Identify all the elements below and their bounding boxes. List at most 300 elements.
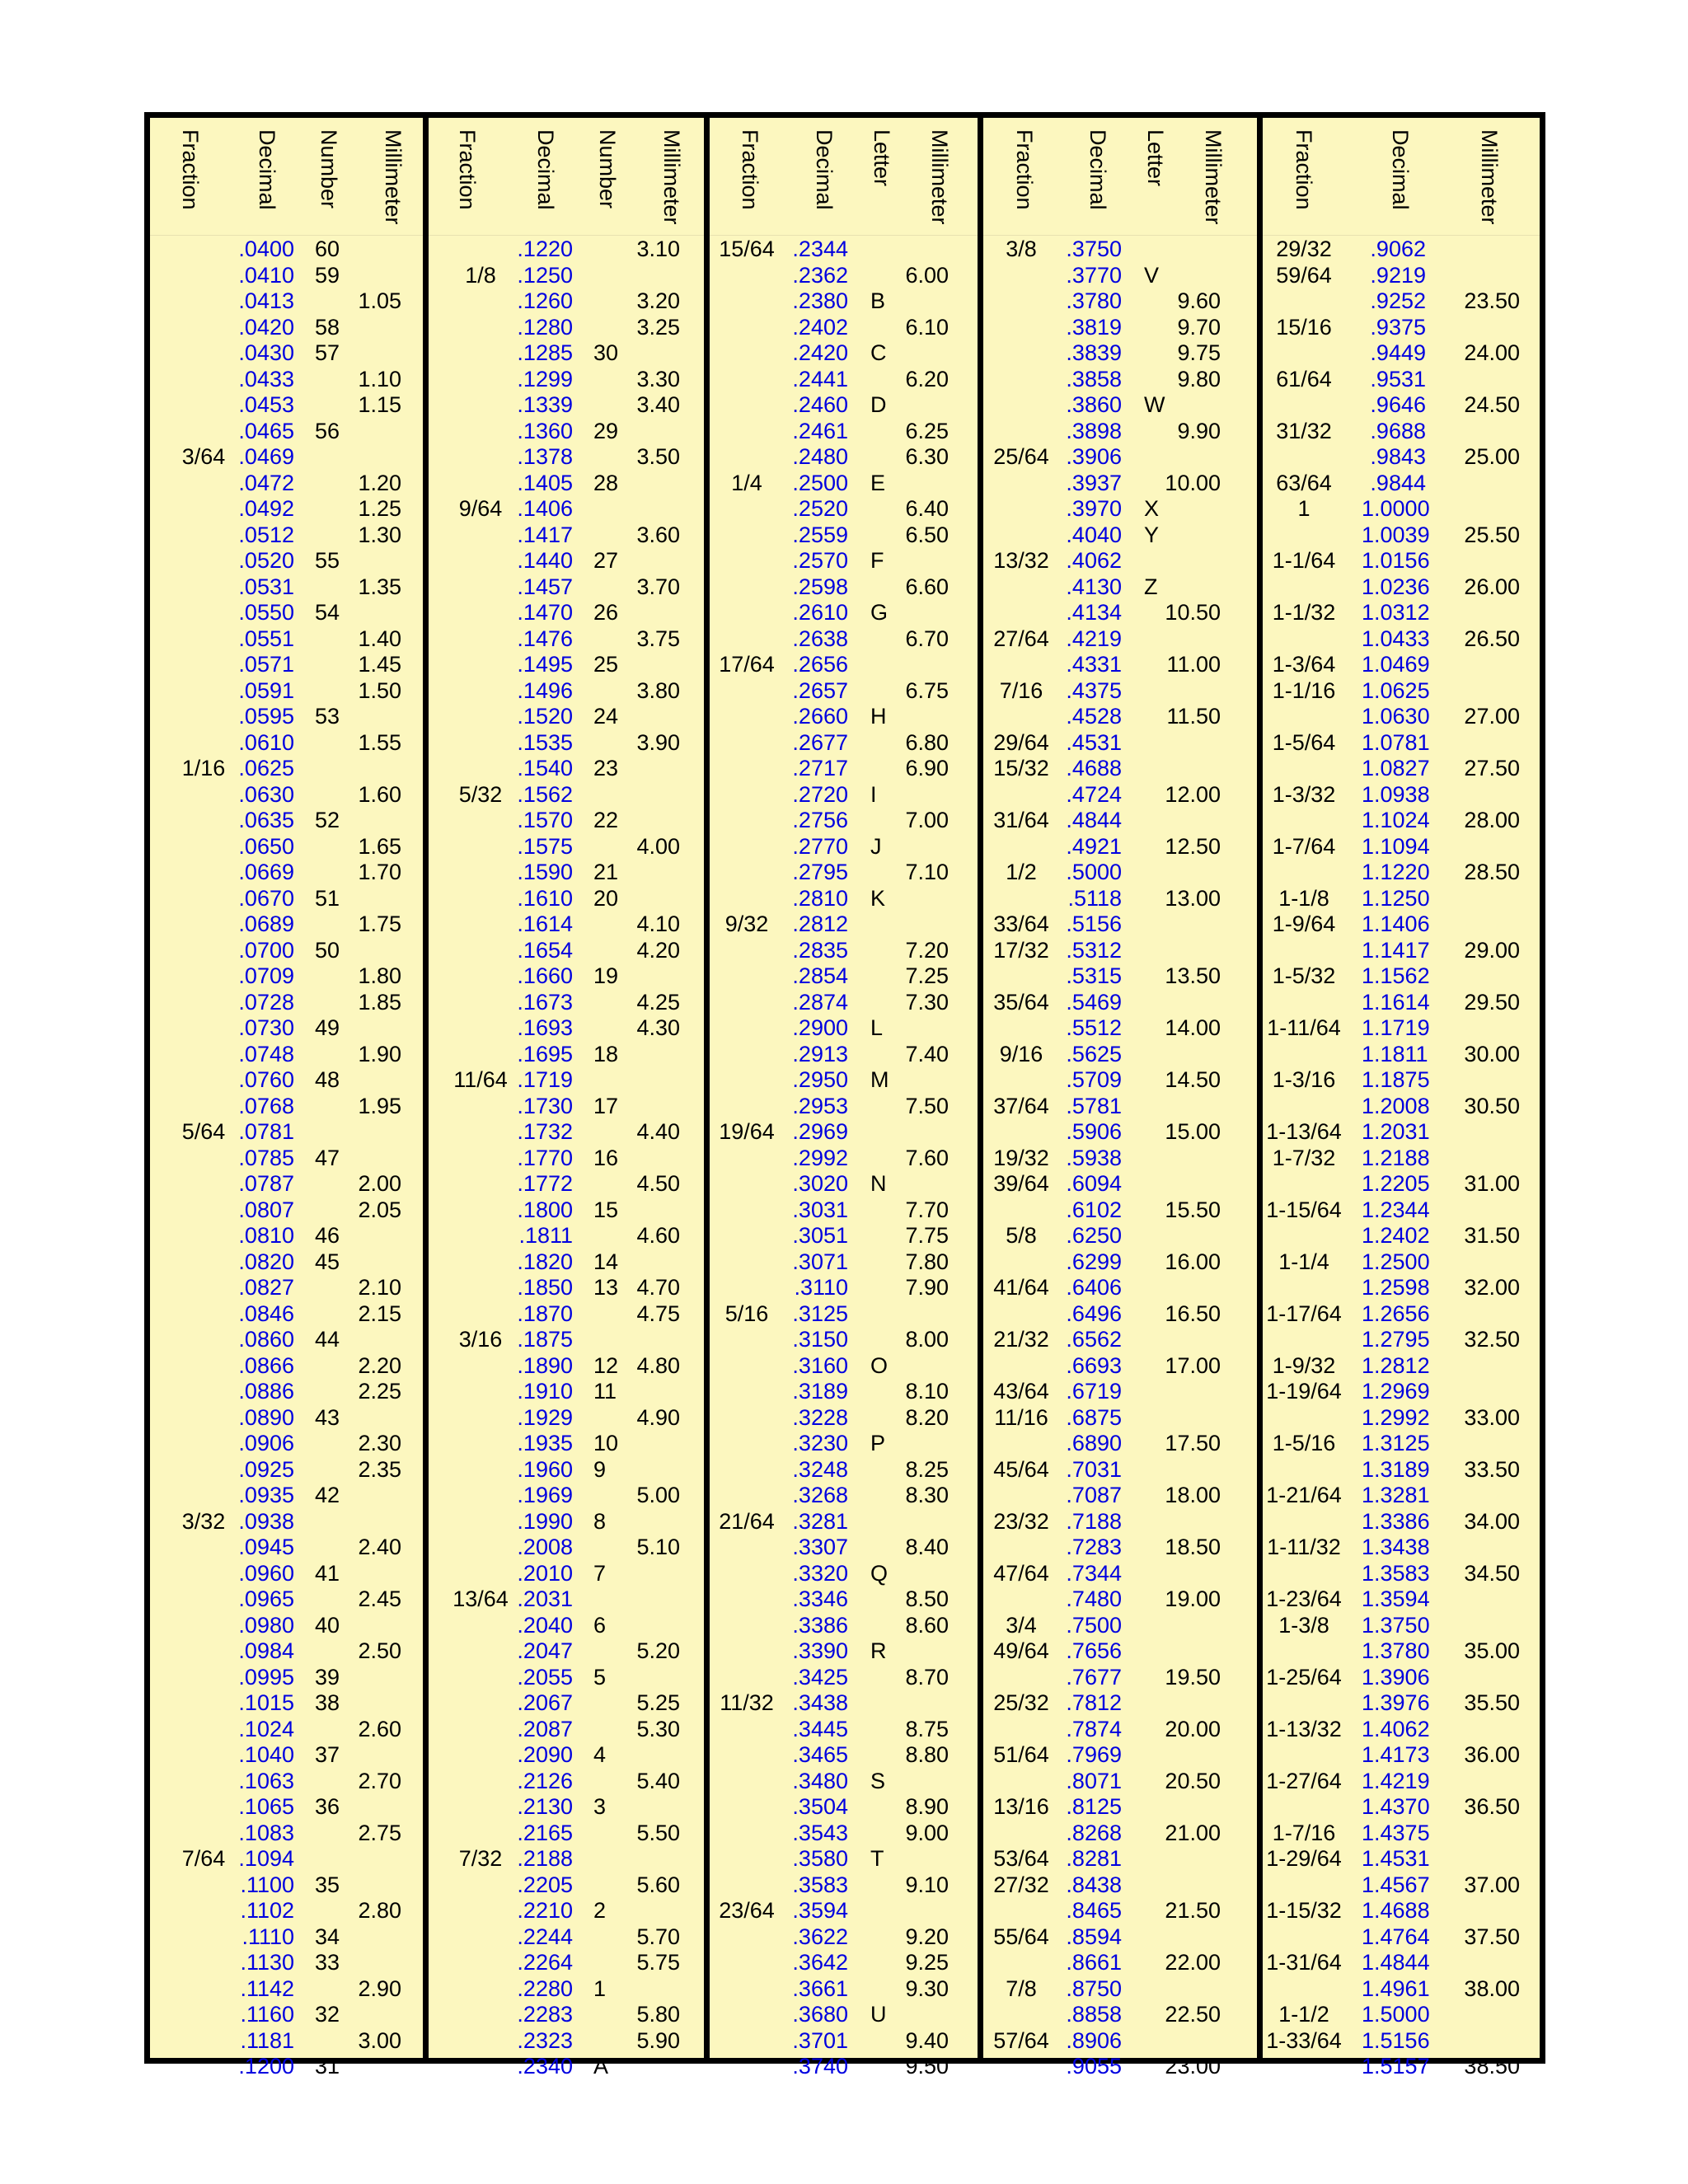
cell-fraction: 5/64 (181, 1119, 226, 1144)
header-fraction (1010, 129, 1043, 232)
cell-decimal: 1.4173 (1362, 1742, 1430, 1767)
cell-fraction: 3/32 (181, 1508, 226, 1534)
table-row (429, 315, 704, 341)
cell-decimal: .3228 (792, 1404, 848, 1430)
cell-decimal: .0820 (238, 1249, 294, 1274)
table-row (983, 938, 1257, 964)
cell-fraction (443, 1171, 518, 1197)
cell-decimal: .4040 (1066, 522, 1122, 547)
cell-millimeter: 8.25 (905, 1456, 949, 1482)
cell-fraction (992, 834, 1051, 860)
table-row (1263, 1924, 1540, 1951)
table-row (710, 1094, 978, 1120)
cell-fraction (166, 1197, 241, 1224)
cell-millimeter (1461, 1379, 1520, 1405)
cell-millimeter (1159, 1094, 1221, 1120)
cell-millimeter: 1.50 (358, 677, 401, 703)
table-row (983, 1613, 1257, 1639)
cell-fraction: 29/32 (1276, 237, 1332, 261)
cell-millimeter (1461, 1846, 1520, 1872)
cell-millimeter (887, 652, 949, 678)
cell-fraction (714, 834, 780, 860)
cell-decimal: .2598 (792, 574, 848, 599)
cell-millimeter (1461, 419, 1520, 445)
cell-millimeter: 8.80 (905, 1742, 949, 1767)
cell-millimeter (340, 1146, 401, 1172)
cell-number: 41 (315, 1560, 340, 1586)
cell-millimeter: 6.75 (905, 677, 949, 703)
cell-decimal: .0630 (238, 781, 294, 807)
table-row (983, 1872, 1257, 1899)
cell-millimeter (340, 1327, 401, 1353)
cell-fraction (443, 1431, 518, 1457)
cell-millimeter (340, 2002, 401, 2028)
table-row (983, 1535, 1257, 1561)
cell-decimal: 1.2402 (1362, 1223, 1430, 1248)
table-row (150, 548, 423, 574)
header-letter (868, 129, 901, 232)
cell-fraction (714, 1638, 780, 1665)
cell-millimeter (887, 2002, 949, 2028)
table-row (150, 963, 423, 990)
cell-millimeter: 1.40 (358, 626, 401, 651)
cell-decimal: .0866 (238, 1352, 294, 1378)
cell-decimal: .8594 (1066, 1924, 1122, 1949)
cell-fraction (714, 1249, 780, 1276)
cell-decimal: .6875 (1066, 1404, 1122, 1430)
cell-millimeter (618, 548, 680, 574)
table-row (429, 237, 704, 263)
table-row (150, 1690, 423, 1717)
cell-millimeter (887, 1431, 949, 1457)
cell-fraction: 1-1/64 (1272, 548, 1336, 573)
cell-fraction (166, 548, 241, 574)
cell-fraction (714, 1042, 780, 1068)
cell-fraction (166, 730, 241, 757)
table-row (710, 860, 978, 886)
section-header (1263, 118, 1540, 236)
table-row (983, 808, 1257, 834)
cell-fraction (166, 340, 241, 367)
cell-millimeter: 32.50 (1464, 1327, 1520, 1352)
cell-millimeter: 23.00 (1165, 2054, 1221, 2079)
table-row (1263, 1197, 1540, 1224)
cell-decimal: .2461 (792, 418, 848, 443)
cell-decimal: .0787 (238, 1171, 294, 1196)
cell-millimeter: 15.50 (1165, 1197, 1221, 1222)
cell-millimeter (887, 1119, 949, 1146)
cell-decimal: 1.2812 (1362, 1352, 1430, 1378)
table-row (710, 1353, 978, 1380)
cell-fraction (992, 1821, 1051, 1847)
table-row (983, 523, 1257, 549)
table-row (429, 1638, 704, 1665)
cell-fraction (992, 1586, 1051, 1613)
cell-fraction (714, 1586, 780, 1613)
cell-millimeter (340, 263, 401, 289)
cell-decimal: 1.2031 (1362, 1119, 1430, 1144)
table-row (710, 600, 978, 626)
cell-millimeter (1159, 1742, 1221, 1769)
table-row (429, 392, 704, 419)
cell-decimal: 1.4531 (1362, 1846, 1430, 1871)
drill-size-chart (144, 112, 1545, 2079)
table-row (710, 1586, 978, 1613)
table-row (710, 496, 978, 523)
cell-decimal: .0860 (238, 1327, 294, 1352)
cell-fraction (714, 963, 780, 990)
cell-millimeter: 9.25 (905, 1950, 949, 1975)
cell-decimal: .3189 (792, 1379, 848, 1404)
cell-number: 40 (315, 1612, 340, 1638)
cell-decimal: .0960 (238, 1560, 294, 1586)
cell-fraction (714, 1613, 780, 1639)
cell-decimal: .1094 (238, 1846, 294, 1871)
cell-decimal: .2795 (792, 860, 848, 884)
cell-fraction (443, 1015, 518, 1042)
table-row (150, 1821, 423, 1847)
cell-decimal: .5156 (1066, 912, 1122, 936)
cell-fraction (1263, 704, 1345, 730)
cell-decimal: .2638 (792, 626, 848, 651)
cell-decimal: .8281 (1066, 1846, 1122, 1871)
cell-fraction (1263, 444, 1345, 471)
header-fraction (176, 129, 209, 232)
table-row (710, 1872, 978, 1899)
cell-fraction (1263, 1638, 1345, 1665)
cell-millimeter (1159, 626, 1221, 653)
cell-number: 29 (593, 418, 619, 443)
cell-decimal: .7283 (1066, 1535, 1122, 1559)
cell-fraction (166, 263, 241, 289)
table-row (983, 1483, 1257, 1509)
cell-decimal: 1.1406 (1362, 912, 1430, 936)
cell-fraction (992, 288, 1051, 315)
cell-fraction: 1-9/32 (1272, 1352, 1336, 1378)
cell-fraction (1263, 756, 1345, 782)
table-row (429, 2002, 704, 2028)
cell-decimal: 1.1811 (1362, 1041, 1428, 1066)
cell-millimeter: 1.85 (358, 989, 401, 1015)
table-row (150, 1119, 423, 1146)
cell-fraction: 29/64 (993, 729, 1049, 755)
cell-decimal: .4724 (1066, 781, 1122, 807)
cell-decimal: .1142 (240, 1975, 294, 2001)
cell-fraction (443, 1950, 518, 1976)
cell-decimal: .2900 (792, 1015, 848, 1040)
cell-decimal: .2126 (517, 1768, 573, 1793)
cell-fraction (714, 600, 780, 626)
section-1 (150, 118, 429, 2079)
cell-decimal: .3858 (1066, 366, 1122, 391)
cell-millimeter: 8.40 (905, 1535, 949, 1559)
cell-fraction: 21/32 (993, 1327, 1049, 1352)
table-row (1263, 1872, 1540, 1899)
header-label: Millimeter (927, 129, 952, 225)
cell-millimeter: 9.75 (1177, 340, 1221, 365)
cell-millimeter (1461, 963, 1520, 990)
table-row (1263, 1613, 1540, 1639)
cell-decimal: .4844 (1066, 808, 1122, 832)
cell-millimeter: 10.00 (1165, 470, 1221, 495)
table-row (983, 288, 1257, 315)
cell-millimeter (1461, 678, 1520, 705)
cell-millimeter: 38.00 (1464, 1975, 1520, 2001)
table-row (983, 1457, 1257, 1483)
table-row (150, 2028, 423, 2055)
cell-number: 14 (593, 1249, 619, 1274)
cell-fraction: 11/16 (994, 1404, 1048, 1430)
table-row (150, 1483, 423, 1509)
cell-millimeter: 5.00 (636, 1483, 680, 1507)
cell-decimal: .1476 (517, 626, 573, 651)
section-2 (429, 118, 710, 2079)
cell-letter: Z (1144, 574, 1158, 599)
header-label: Millimeter (1477, 129, 1502, 225)
cell-fraction (443, 912, 518, 938)
cell-millimeter: 34.00 (1464, 1508, 1520, 1534)
cell-millimeter (618, 1379, 680, 1405)
cell-fraction (714, 1717, 780, 1743)
cell-millimeter (1461, 1483, 1520, 1509)
cell-fraction (1263, 1223, 1345, 1249)
cell-millimeter (1461, 730, 1520, 757)
table-row (710, 730, 978, 757)
table-row (983, 912, 1257, 938)
cell-millimeter: 5.75 (636, 1950, 680, 1975)
table-row (1263, 730, 1540, 757)
cell-millimeter: 22.50 (1165, 2002, 1221, 2027)
cell-millimeter (1159, 2028, 1221, 2055)
table-row (1263, 523, 1540, 549)
cell-millimeter (1461, 1821, 1520, 1847)
header-decimal (532, 129, 565, 232)
header-label: Decimal (1388, 129, 1413, 210)
cell-letter: B (870, 288, 886, 313)
table-row (429, 886, 704, 912)
cell-decimal: .8071 (1066, 1768, 1122, 1793)
header-label: Millimeter (381, 129, 406, 225)
cell-fraction (166, 886, 241, 912)
cell-millimeter (1159, 860, 1221, 886)
table-row (1263, 574, 1540, 601)
cell-millimeter: 2.80 (358, 1898, 401, 1923)
cell-millimeter (618, 1094, 680, 1120)
cell-number: 32 (315, 2002, 340, 2027)
cell-number: 26 (593, 600, 619, 625)
cell-fraction (166, 2002, 241, 2028)
cell-fraction (1263, 1457, 1345, 1483)
cell-decimal: .1654 (517, 937, 573, 963)
table-row (1263, 782, 1540, 808)
cell-decimal: .1200 (238, 2054, 294, 2079)
table-row (1263, 678, 1540, 705)
cell-decimal: .1935 (517, 1431, 573, 1455)
cell-fraction (714, 574, 780, 601)
cell-decimal: .1870 (517, 1301, 573, 1326)
cell-decimal: .5315 (1066, 963, 1122, 988)
cell-millimeter (1461, 1015, 1520, 1042)
cell-fraction: 1-23/64 (1266, 1586, 1342, 1611)
cell-millimeter (618, 419, 680, 445)
cell-decimal: .2040 (517, 1612, 573, 1638)
cell-decimal: .3504 (792, 1794, 848, 1819)
table-row (983, 963, 1257, 990)
cell-number: 51 (315, 885, 340, 911)
cell-millimeter: 9.40 (905, 2027, 949, 2053)
table-row (710, 704, 978, 730)
table-row (150, 496, 423, 523)
table-row (429, 1094, 704, 1120)
cell-decimal: .0925 (238, 1456, 294, 1482)
table-row (429, 288, 704, 315)
cell-fraction (1263, 1924, 1345, 1951)
table-row (983, 1665, 1257, 1691)
cell-fraction (992, 1197, 1051, 1224)
table-row (710, 367, 978, 393)
table-row (429, 1275, 704, 1301)
table-row (983, 1976, 1257, 2003)
cell-fraction (166, 315, 241, 341)
cell-decimal: .6719 (1066, 1379, 1122, 1404)
cell-decimal: .1590 (517, 860, 573, 884)
table-row (983, 1794, 1257, 1821)
cell-decimal: .0400 (238, 237, 294, 261)
cell-millimeter: 4.20 (636, 937, 680, 963)
cell-decimal: .3390 (792, 1638, 848, 1663)
cell-fraction (992, 471, 1051, 497)
cell-fraction (443, 1457, 518, 1483)
table-row (1263, 392, 1540, 419)
cell-millimeter (618, 496, 680, 523)
cell-fraction: 17/32 (993, 937, 1049, 963)
cell-millimeter: 12.50 (1165, 833, 1221, 859)
table-row (150, 1275, 423, 1301)
cell-letter: K (870, 885, 886, 911)
cell-decimal: .1910 (517, 1379, 573, 1404)
cell-millimeter: 6.40 (905, 496, 949, 521)
cell-fraction (714, 2002, 780, 2028)
cell-decimal: 1.0625 (1362, 677, 1430, 703)
cell-millimeter (1461, 1769, 1520, 1795)
cell-fraction (166, 1015, 241, 1042)
cell-fraction (166, 2028, 241, 2055)
cell-fraction (166, 367, 241, 393)
cell-fraction: 49/64 (993, 1638, 1049, 1663)
cell-decimal: .3268 (792, 1483, 848, 1507)
cell-fraction: 1-17/64 (1266, 1301, 1342, 1326)
cell-millimeter: 25.00 (1464, 444, 1520, 469)
cell-decimal: .0846 (238, 1301, 294, 1326)
cell-fraction (992, 1535, 1051, 1561)
cell-millimeter: 3.60 (636, 522, 680, 547)
cell-millimeter (340, 886, 401, 912)
cell-millimeter: 2.25 (358, 1379, 401, 1404)
cell-decimal: .3740 (792, 2054, 848, 2079)
cell-millimeter (1159, 1146, 1221, 1172)
header-label: Millimeter (1201, 129, 1226, 225)
header-label: Decimal (533, 129, 558, 210)
cell-decimal: .2969 (792, 1119, 848, 1144)
cell-decimal: .2500 (792, 470, 848, 495)
cell-decimal: .2205 (517, 1872, 573, 1897)
table-row (1263, 419, 1540, 445)
cell-decimal: .2283 (517, 2002, 573, 2027)
cell-decimal: .3906 (1066, 444, 1122, 469)
cell-decimal: .6406 (1066, 1275, 1122, 1300)
cell-millimeter (340, 419, 401, 445)
cell-fraction: 1-27/64 (1266, 1768, 1342, 1793)
cell-decimal: .0748 (238, 1041, 294, 1066)
cell-fraction (443, 340, 518, 367)
header-label: Letter (1143, 129, 1168, 187)
cell-fraction (443, 1924, 518, 1951)
cell-fraction (166, 1898, 241, 1924)
table-row (429, 730, 704, 757)
cell-decimal: .2810 (792, 885, 848, 911)
cell-millimeter: 5.70 (636, 1924, 680, 1949)
cell-fraction (714, 1665, 780, 1691)
table-row (710, 288, 978, 315)
cell-fraction: 3/8 (1006, 237, 1037, 261)
cell-decimal: 1.0469 (1362, 652, 1430, 677)
cell-decimal: .9219 (1370, 262, 1426, 288)
cell-fraction (992, 315, 1051, 341)
cell-decimal: .3780 (1066, 288, 1122, 313)
header-label: Millimeter (659, 129, 684, 225)
table-row (150, 523, 423, 549)
table-row (1263, 600, 1540, 626)
table-row (983, 756, 1257, 782)
table-row (429, 1301, 704, 1328)
cell-fraction (992, 1353, 1051, 1380)
table-row (710, 808, 978, 834)
cell-decimal: .6496 (1066, 1301, 1122, 1326)
cell-fraction (1263, 808, 1345, 834)
cell-millimeter (887, 471, 949, 497)
cell-millimeter: 24.00 (1464, 340, 1520, 365)
cell-millimeter: 8.70 (905, 1664, 949, 1690)
cell-fraction: 41/64 (993, 1275, 1049, 1300)
cell-millimeter (1461, 2028, 1520, 2055)
cell-millimeter (618, 963, 680, 990)
cell-fraction (166, 288, 241, 315)
cell-number: 7 (593, 1560, 607, 1586)
cell-decimal: .3970 (1066, 496, 1122, 521)
cell-millimeter (1461, 315, 1520, 341)
cell-millimeter: 17.50 (1165, 1431, 1221, 1455)
cell-decimal: .5512 (1066, 1015, 1122, 1040)
cell-fraction (443, 2002, 518, 2028)
cell-letter: D (870, 392, 887, 417)
table-row (150, 1171, 423, 1197)
cell-fraction (166, 678, 241, 705)
cell-number: 1 (593, 1975, 607, 2001)
cell-fraction: 1-31/64 (1266, 1950, 1342, 1975)
cell-decimal: .3248 (792, 1456, 848, 1482)
table-row (150, 1015, 423, 1042)
cell-number: 33 (315, 1950, 340, 1975)
table-row (429, 523, 704, 549)
header-label: Decimal (812, 129, 837, 210)
cell-number: 49 (315, 1015, 340, 1040)
cell-fraction (992, 782, 1051, 808)
cell-decimal: .0591 (238, 677, 294, 703)
cell-fraction: 63/64 (1276, 470, 1332, 495)
cell-millimeter (887, 1067, 949, 1094)
cell-fraction (443, 367, 518, 393)
cell-fraction: 1-19/64 (1266, 1379, 1342, 1404)
